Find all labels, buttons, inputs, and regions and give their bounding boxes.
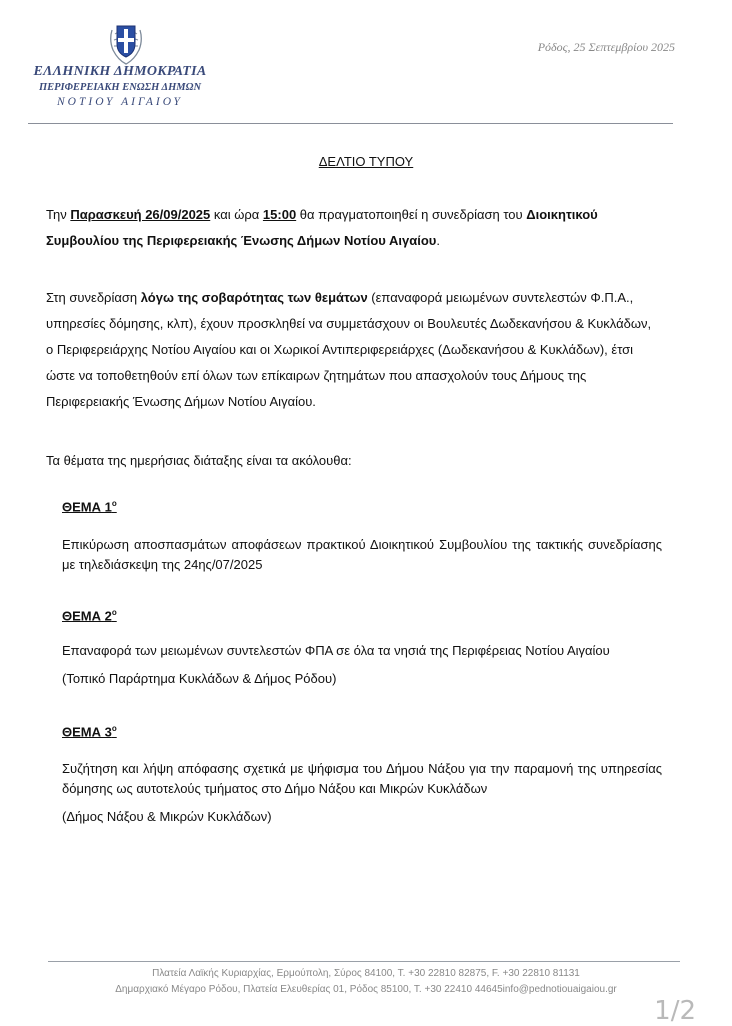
theme-1-heading: ΘΕΜΑ $1^o$: [62, 499, 117, 515]
header-divider: [28, 123, 673, 124]
paragraph-agenda-intro: Τα θέματα της ημερήσιας διάταξης είναι τα ακόλουθα:: [46, 453, 352, 468]
theme-3-text: Συζήτηση και λήψη απόφασης σχετικά με ψήφισμα του Δήμου Νάξου για την παραμονή της υπηρεσίας δόμησης ως αυτοτελούς τμήματος στο Δήμο Νάξου και Μικρών Κυκλάδων: [62, 761, 662, 796]
page-number: 1/2: [654, 996, 696, 1026]
emphasis-text: λόγω της σοβαρότητας των θεμάτων: [140, 290, 368, 305]
document-title: ΔΕΛΤΙΟ ΤΥΠΟΥ: [318, 154, 414, 169]
theme-2-heading: ΘΕΜΑ $2^o$: [62, 608, 117, 624]
theme-3-note: (Δήμος Νάξου & Μικρών Κυκλάδων): [62, 809, 272, 824]
document-date: Ρόδος, 25 Σεπτεμβρίου 2025: [537, 40, 675, 54]
meeting-day: Παρασκευή 26/09/2025: [70, 207, 211, 222]
meeting-body: Διοικητικού Συμβουλίου της Περιφερειακής Ένωσης Δήμων Νοτίου Αιγαίου: [46, 207, 598, 248]
theme-3-heading: ΘΕΜΑ $3^o$: [62, 724, 117, 740]
theme-2-text: Επαναφορά των μειωμένων συντελεστών ΦΠΑ σε όλα τα νησιά της Περιφέρειας Νοτίου Αιγαίου: [62, 643, 610, 658]
footer-address-rhodes: Δημαρχιακό Μέγαρο Ρόδου, Πλατεία Ελευθερίας 01, Ρόδος 85100, Τ. +30 22410 44645info@pednotiouaigaiou.gr: [115, 984, 617, 995]
theme-2-note: (Τοπικό Παράρτημα Κυκλάδων & Δήμος Ρόδου): [62, 671, 337, 686]
header-region: ΝΟΤΙΟΥ ΑΙΓΑΙΟΥ: [57, 96, 183, 108]
theme-1-text: Επικύρωση αποσπασμάτων αποφάσεων πρακτικού Διοικητικού Συμβουλίου της τακτικής συνεδρίασης με τηλεδιάσκεψη της 24ης/07/2025: [62, 537, 662, 572]
header-country: ΕΛΛΗΝΙΚΗ ΔΗΜΟΚΡΑΤΙΑ: [33, 64, 207, 79]
header-union: ΠΕΡΙΦΕΡΕΙΑΚΗ ΕΝΩΣΗ ΔΗΜΩΝ: [38, 82, 202, 93]
paragraph-invitees: Στη συνεδρίαση λόγω της σοβαρότητας των θεμάτων (επαναφορά μειωμένων συντελεστών Φ.Π.Α., υπηρεσίες δόμησης, κλπ), έχουν προσκληθεί να συμμετάσχουν οι Βουλευτές Δωδεκανήσου & Κυκλάδων, ο Περιφερειάρχης Νοτίου Αιγαίου και οι Χωρικοί Αντιπεριφερειάρχες (Δωδεκανήσου & Κυκλάδων), έτσι ώστε να τοποθετηθούν επί όλων των επίκαιρων ζητημάτων που απασχολούν τους Δήμους της Περιφερειακής Ένωσης Δήμων Νοτίου Αιγαίου.: [46, 290, 652, 409]
coat-of-arms-icon: [106, 20, 146, 66]
footer-divider: [48, 961, 680, 962]
footer-address-syros: Πλατεία Λαϊκής Κυριαρχίας, Ερμούπολη, Σύρος 84100, Τ. +30 22810 82875, F. +30 22810 81131: [152, 968, 580, 979]
meeting-time: 15:00: [262, 207, 297, 222]
paragraph-meeting-announcement: Την Παρασκευή 26/09/2025 και ώρα 15:00 θα πραγματοποιηθεί η συνεδρίαση του Διοικητικού Συμβουλίου της Περιφερειακής Ένωσης Δήμων Νοτίου Αιγαίου.: [46, 207, 598, 248]
